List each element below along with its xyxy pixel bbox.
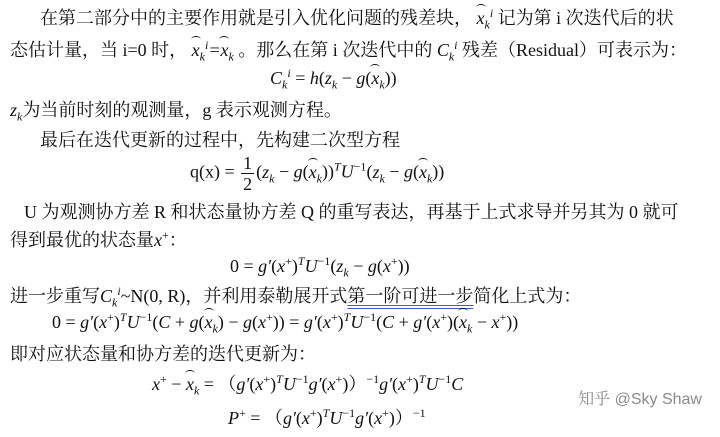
equation-covariance-update: $P^+ = (g'(x^+)^TU^{-1}g'(x^+))^{-1}$: [228, 406, 426, 428]
paragraph-line-3b: 得到最优的状态量x+：: [10, 228, 187, 250]
paragraph-line-1: [40, 4, 674, 33]
text-segment: 。那么在第 i 次迭代中的: [238, 40, 433, 60]
text-segment: 记为第 i 次迭代后的状: [497, 8, 674, 28]
fraction-half: $\frac{1}{2}$: [243, 153, 253, 194]
text-segment: 即对应状态量和协方差的迭代更新为：: [10, 344, 316, 364]
paragraph-line-5: [10, 340, 316, 366]
text-segment: 简化上式为：: [473, 286, 582, 306]
text-segment: 得到最优的状态量: [10, 230, 154, 250]
paragraph-line-zk: $z_k$为当前时刻的观测量，g 表示观测方程。: [10, 100, 342, 124]
text-segment: 为当前时刻的观测量，g 表示观测方程。: [22, 100, 342, 120]
text-segment: 最后在迭代更新的过程中，先构建二次型方程: [40, 130, 400, 150]
paragraph-line-quadratic: [40, 126, 400, 152]
text-segment: 在第二部分中的主要作用就是引入优化问题的残差块，: [40, 8, 472, 28]
equation-derivative: $0 = g'(x^+)^TU^{-1}(z_k - g(x^+))$: [230, 254, 410, 280]
text-segment: ~N(0, R)，并利用泰勒展开式: [120, 286, 348, 306]
equation-quadratic: q(x) = $\frac{1}{2}$ $(z_k - g(x_k))^TU^{-1}(z_k - g(x_k))$: [190, 153, 445, 194]
text-segment: 态估计量，当 i=0 时，: [10, 40, 188, 60]
paragraph-line-4: 进一步重写$C_k^i\sim N(0$, R)，并利用泰勒展开式第一阶可进一步简化上式为：: [10, 284, 582, 310]
math-Ck-i: $C_k^i$: [436, 38, 458, 64]
eq-lhs: q(x) =: [190, 161, 235, 182]
math-xk-eq: $x_k^i=x_k$: [191, 38, 234, 64]
text-segment: 残差（Residual）可表示为：: [462, 40, 687, 60]
paragraph-line-3a: [24, 198, 679, 224]
watermark: 知乎 @Sky Shaw: [578, 391, 702, 408]
equation-state-update: $x^+ - x_k = (g'(x^+)^TU^{-1}g'(x^+))^{-1}g'(x^+)^TU^{-1}C$: [152, 372, 464, 398]
text-segment: 进一步重写: [10, 286, 100, 306]
math-xk-hat-i: $x_k^i$: [476, 6, 494, 32]
equation-residual: $C_k^i = h(z_k - g(x_k))$: [270, 66, 397, 92]
equation-taylor: $0 = g'(x^+)^TU^{-1}(C + g(x_k) - g(x^+)) = g'(x^+)^TU^{-1}(C + g'(x^+)(x_k - x^+))$: [52, 310, 519, 336]
text-segment: 第一阶可进一步: [347, 286, 474, 306]
paragraph-line-2: [10, 36, 687, 65]
text-segment: U 为观测协方差 R 和状态量协方差 Q 的重写表达，再基于上式求导并另其为 0 就可: [24, 202, 679, 222]
